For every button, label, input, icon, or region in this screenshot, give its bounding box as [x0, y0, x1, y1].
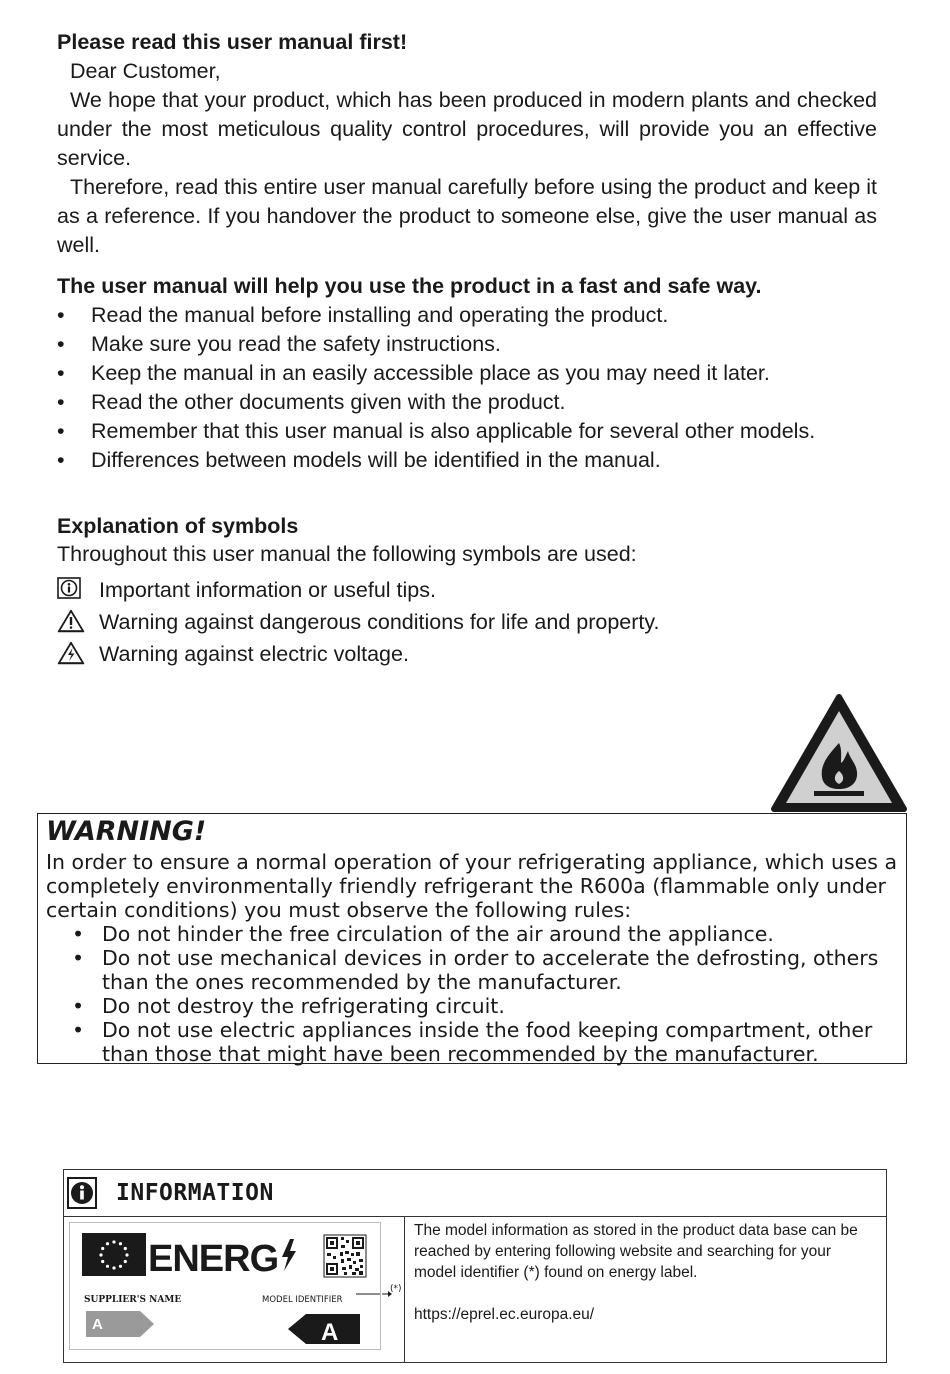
intro-section [57, 28, 877, 475]
information-text-block [414, 1220, 874, 1325]
bullet-glyph: • [57, 332, 65, 356]
intro-bullet-item: • Read the manual before installing and operating the product. [57, 301, 877, 330]
intro-subheading: The user manual will help you use the product in a fast and safe way. [57, 274, 762, 298]
scale-class-letter: A [92, 1316, 103, 1333]
warning-box [37, 813, 907, 1064]
qr-code-icon [324, 1235, 366, 1277]
intro-paragraph-2: Therefore, read this entire user manual carefully before using the product and keep it as a reference. If you handover the product to someone else, give the user manual as well. [57, 175, 877, 257]
flammable-warning-sign [770, 693, 908, 815]
bullet-glyph: • [72, 994, 85, 1018]
bullet-glyph: • [57, 448, 65, 472]
intro-paragraph-1: We hope that your product, which has been produced in modern plants and checked under the most meticulous quality control procedures, will provide you an effective service. [57, 88, 877, 170]
bullet-glyph: • [72, 922, 85, 946]
bullet-glyph: • [57, 303, 65, 327]
electric-warning-icon [57, 641, 85, 665]
model-identifier-marker: (*) [390, 1284, 402, 1294]
warning-triangle-icon [57, 609, 85, 633]
symbols-intro: Throughout this user manual the following symbols are used: [57, 542, 637, 566]
info-icon [57, 577, 83, 601]
bullet-glyph: • [72, 946, 85, 970]
symbol-row-warning [57, 606, 877, 638]
bullet-glyph: • [57, 390, 65, 414]
symbol-info-text: Important information or useful tips. [99, 578, 436, 602]
energy-label [69, 1222, 381, 1350]
intro-greeting: Dear Customer, [70, 59, 221, 83]
intro-bullet-item: • Read the other documents given with the product. [57, 388, 877, 417]
warning-body [46, 850, 906, 1066]
product-class-letter: A [321, 1319, 339, 1346]
warning-rule-item: • Do not destroy the refrigerating circuit. [72, 994, 505, 1018]
warning-intro: In order to ensure a normal operation of your refrigerating appliance, which uses a completely environmentally friendly refrigerant the R600a (flammable only under certain conditions) you must observe the following rules: [46, 850, 898, 922]
information-box [63, 1169, 887, 1363]
warning-rule-item: • Do not use electric appliances inside the food keeping compartment, other than those that might have been recommended by the manufacturer. [72, 1018, 873, 1066]
warning-title: WARNING! [46, 816, 207, 847]
information-header [64, 1170, 886, 1217]
lightning-icon [282, 1239, 296, 1271]
intro-bullet-item: • Remember that this user manual is also applicable for several other models. [57, 417, 877, 446]
intro-bullet-item: • Make sure you read the safety instructions. [57, 330, 877, 359]
intro-bullet-item: • Keep the manual in an easily accessible place as you may need it later. [57, 359, 877, 388]
symbol-warning-text: Warning against dangerous conditions for life and property. [99, 610, 660, 634]
intro-bullet-list [57, 301, 877, 475]
warning-rules-list [46, 922, 906, 1066]
information-title: INFORMATION [116, 1180, 274, 1206]
intro-bullet-item: • Differences between models will be identified in the manual. [57, 446, 877, 475]
information-divider [404, 1216, 405, 1363]
warning-rule-item: • Do not use mechanical devices in order to accelerate the defrosting, others than the ones recommended by the manufacturer. [72, 946, 879, 994]
bullet-glyph: • [57, 419, 65, 443]
eprel-url: https://eprel.ec.europa.eu/ [414, 1306, 595, 1323]
info-icon [67, 1177, 97, 1209]
model-identifier-label: MODEL IDENTIFIER [262, 1295, 343, 1305]
symbol-row-info [57, 574, 877, 606]
eu-flag-icon [82, 1233, 146, 1276]
symbol-row-electric [57, 638, 877, 670]
bullet-glyph: • [72, 1018, 85, 1042]
energy-label-graphic [70, 1223, 380, 1349]
energy-brand: ENERG [148, 1238, 279, 1280]
supplier-name-label: SUPPLIER'S NAME [84, 1295, 182, 1305]
intro-heading: Please read this user manual first! [57, 30, 408, 54]
symbol-electric-text: Warning against electric voltage. [99, 642, 409, 666]
warning-rule-item: • Do not hinder the free circulation of the air around the appliance. [72, 922, 774, 946]
symbols-heading: Explanation of symbols [57, 514, 299, 538]
flame-warning-icon [770, 693, 908, 815]
bullet-glyph: • [57, 361, 65, 385]
symbols-section [57, 512, 877, 670]
information-text: The model information as stored in the product data base can be reached by entering following website and searching for your model identifier (*) found on energy label. [414, 1222, 858, 1281]
